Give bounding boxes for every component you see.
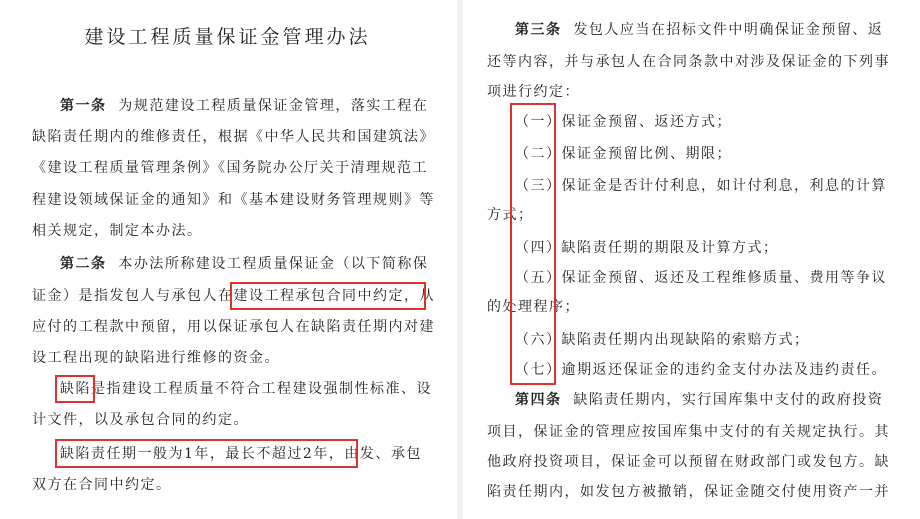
article-4-label: 第四条 xyxy=(515,392,562,408)
article-3-line-3: 项进行约定： xyxy=(487,84,580,100)
article-4-line-4: 陷责任期内，如发包方被撤销，保证金随交付使用资产一并 xyxy=(487,484,890,500)
article-2-label: 第二条 xyxy=(60,256,107,272)
list-number: （六） xyxy=(515,332,562,348)
article-4-line-2: 项目，保证金的管理应按国库集中支付的有关规定执行。其 xyxy=(487,424,890,440)
article-4-line-1: 第四条 缺陷责任期内，实行国库集中支付的政府投资 xyxy=(515,392,884,408)
document-page-right xyxy=(465,0,920,519)
article-2-line-2: 证金）是指发包人与承包人在建设工程承包合同中约定，从 xyxy=(32,288,435,304)
defect-definition-line-1: 缺陷是指建设工程质量不符合工程建设强制性标准、设 xyxy=(60,381,432,397)
highlight-contract-phrase: 建设工程承包合同中约定 xyxy=(233,288,404,304)
list-item-6: （六）缺陷责任期内出现缺陷的索赔方式； xyxy=(515,332,810,348)
list-number: （四） xyxy=(515,240,562,256)
list-number: （七） xyxy=(515,362,562,378)
defect-definition-line-2: 计文件，以及承包合同的约定。 xyxy=(32,412,249,428)
list-item-3-continued: 方式； xyxy=(487,207,534,223)
list-item-1: （一）保证金预留、返还方式； xyxy=(515,114,732,130)
list-item-2: （二）保证金预留比例、期限； xyxy=(515,146,732,162)
article-4-line-3: 他政府投资项目，保证金可以预留在财政部门或发包方。缺 xyxy=(487,454,890,470)
article-1-line-3: 《建设工程质量管理条例》《国务院办公厅关于清理规范工 xyxy=(32,160,428,176)
article-1-label: 第一条 xyxy=(60,98,107,114)
list-item-7: （七）逾期返还保证金的违约金支付办法及违约责任。 xyxy=(515,362,887,378)
defect-period-line-1: 缺陷责任期一般为1年，最长不超过2年，由发、承包 xyxy=(60,446,422,462)
article-2-line-3: 应付的工程款中预留，用以保证承包人在缺陷责任期内对建 xyxy=(32,319,435,335)
defect-period-line-2: 双方在合同中约定。 xyxy=(32,477,172,493)
article-1-line-5: 相关规定，制定本办法。 xyxy=(32,223,203,239)
list-item-3: （三）保证金是否计付利息，如计付利息，利息的计算 xyxy=(515,178,887,194)
list-item-5-continued: 的处理程序； xyxy=(487,299,580,315)
article-1-line-1: 第一条 为规范建设工程质量保证金管理，落实工程在 xyxy=(60,98,429,114)
document-title: 建设工程质量保证金管理办法 xyxy=(84,26,371,48)
page-divider xyxy=(457,0,463,519)
list-number: （一） xyxy=(515,114,562,130)
article-3-line-1: 第三条 发包人应当在招标文件中明确保证金预留、返 xyxy=(515,22,884,38)
list-number: （五） xyxy=(515,270,562,286)
article-3-line-2: 还等内容，并与承包人在合同条款中对涉及保证金的下列事 xyxy=(487,54,890,70)
list-item-5: （五）保证金预留、返还及工程维修质量、费用等争议 xyxy=(515,270,887,286)
highlight-defect-period: 缺陷责任期一般为1年，最长不超过2年 xyxy=(60,446,329,462)
article-2-line-1: 第二条 本办法所称建设工程质量保证金（以下简称保 xyxy=(60,256,429,272)
highlight-defect-term: 缺陷 xyxy=(60,381,91,397)
document-page-left xyxy=(0,0,455,519)
article-3-label: 第三条 xyxy=(515,22,562,38)
list-number: （三） xyxy=(515,178,562,194)
article-2-line-4: 设工程出现的缺陷进行维修的资金。 xyxy=(32,350,280,366)
list-item-4: （四）缺陷责任期的期限及计算方式； xyxy=(515,240,779,256)
list-number: （二） xyxy=(515,146,562,162)
article-1-line-4: 程建设领域保证金的通知》和《基本建设财务管理规则》等 xyxy=(32,192,435,208)
article-1-line-2: 缺陷责任期内的维修责任，根据《中华人民共和国建筑法》 xyxy=(32,129,435,145)
